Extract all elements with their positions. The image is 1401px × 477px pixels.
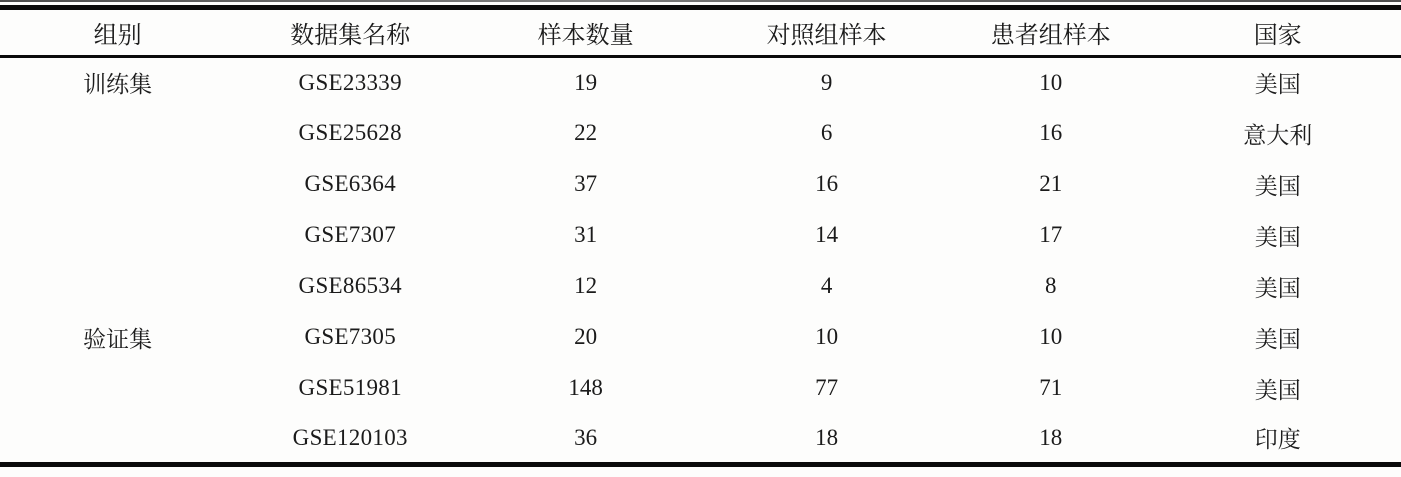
cell-patient: 10 bbox=[1039, 69, 1063, 95]
table-row bbox=[0, 414, 1401, 465]
cell-sample-count: 19 bbox=[574, 69, 598, 95]
column-header-group: 组别 bbox=[0, 8, 235, 57]
cell-group bbox=[0, 261, 235, 312]
cell-dataset: GSE23339 bbox=[298, 69, 402, 95]
cell-dataset: GSE25628 bbox=[298, 120, 402, 145]
column-header-sample-count: 样本数量 bbox=[465, 8, 706, 57]
cell-sample-count: 148 bbox=[568, 375, 603, 400]
table-row bbox=[0, 57, 1401, 108]
cell-sample-count: 36 bbox=[574, 424, 598, 450]
cell-control: 14 bbox=[815, 222, 839, 247]
cell-patient: 18 bbox=[1039, 424, 1063, 450]
cell-control: 9 bbox=[820, 69, 833, 95]
cell-group: 训练集 bbox=[83, 72, 153, 98]
cell-sample-count: 31 bbox=[574, 222, 598, 247]
cell-sample-count: 22 bbox=[574, 120, 598, 145]
scan-artifact-line bbox=[0, 0, 1401, 2]
cell-dataset: GSE120103 bbox=[292, 424, 408, 450]
table-row bbox=[0, 312, 1401, 363]
cell-patient: 17 bbox=[1039, 222, 1063, 247]
cell-control: 77 bbox=[815, 375, 839, 400]
cell-control: 16 bbox=[815, 171, 839, 196]
cell-group bbox=[0, 363, 235, 414]
table-row bbox=[0, 261, 1401, 312]
cell-dataset: GSE86534 bbox=[298, 273, 402, 298]
dataset-summary-table bbox=[0, 5, 1401, 467]
column-header-control-samples: 对照组样本 bbox=[706, 8, 947, 57]
table-row bbox=[0, 210, 1401, 261]
column-header-patient-samples: 患者组样本 bbox=[947, 8, 1154, 57]
table-row bbox=[0, 108, 1401, 159]
cell-country: 意大利 bbox=[1243, 122, 1313, 148]
header-row bbox=[0, 8, 1401, 57]
cell-group bbox=[0, 210, 235, 261]
table-row bbox=[0, 363, 1401, 414]
table-row bbox=[0, 159, 1401, 210]
cell-country: 美国 bbox=[1254, 275, 1301, 301]
cell-dataset: GSE7305 bbox=[304, 324, 397, 349]
cell-dataset: GSE7307 bbox=[304, 222, 397, 247]
cell-control: 6 bbox=[820, 120, 833, 145]
cell-control: 10 bbox=[815, 324, 839, 349]
cell-country: 美国 bbox=[1254, 72, 1301, 98]
cell-patient: 10 bbox=[1039, 324, 1063, 349]
cell-group bbox=[0, 108, 235, 159]
cell-patient: 8 bbox=[1044, 273, 1057, 298]
cell-sample-count: 37 bbox=[574, 171, 598, 196]
column-header-country: 国家 bbox=[1154, 8, 1401, 57]
cell-sample-count: 20 bbox=[574, 324, 598, 349]
cell-group bbox=[0, 159, 235, 210]
cell-country: 美国 bbox=[1254, 173, 1301, 199]
cell-dataset: GSE51981 bbox=[298, 375, 402, 400]
cell-patient: 71 bbox=[1039, 375, 1063, 400]
cell-group bbox=[0, 414, 235, 465]
cell-country: 美国 bbox=[1254, 224, 1301, 250]
cell-group: 验证集 bbox=[83, 326, 153, 352]
column-header-dataset-name: 数据集名称 bbox=[235, 8, 465, 57]
cell-country: 美国 bbox=[1254, 326, 1301, 352]
cell-control: 18 bbox=[815, 424, 839, 450]
cell-dataset: GSE6364 bbox=[304, 171, 397, 196]
cell-patient: 21 bbox=[1039, 171, 1063, 196]
cell-country: 印度 bbox=[1254, 427, 1301, 453]
cell-patient: 16 bbox=[1039, 120, 1063, 145]
cell-sample-count: 12 bbox=[574, 273, 598, 298]
cell-control: 4 bbox=[820, 273, 833, 298]
cell-country: 美国 bbox=[1254, 377, 1301, 403]
